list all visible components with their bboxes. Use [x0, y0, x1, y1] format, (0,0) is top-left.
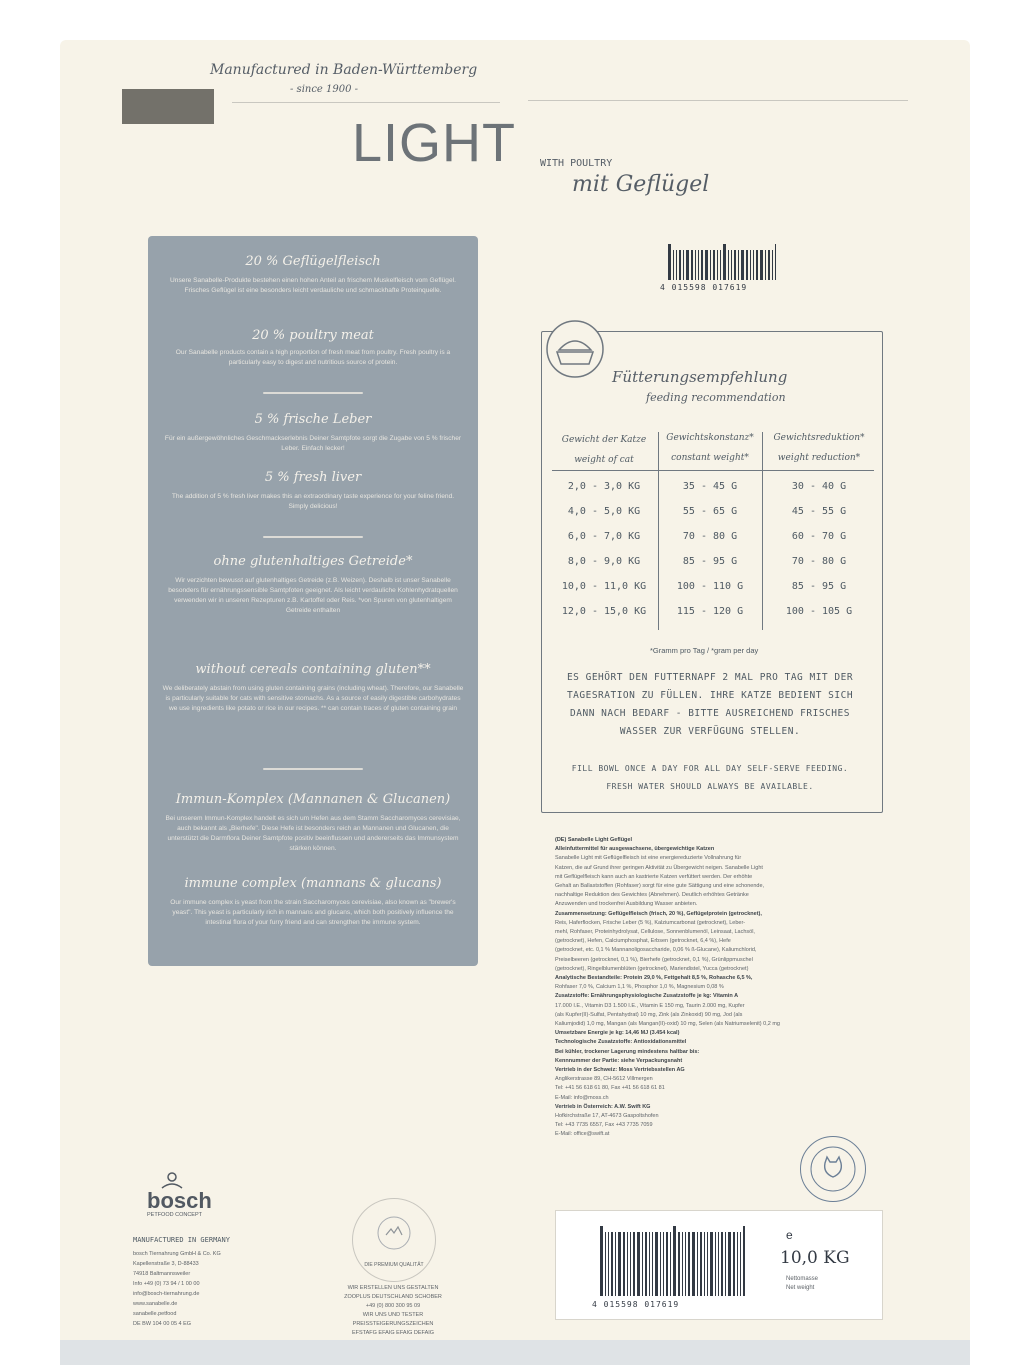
barcode-bar [768, 250, 770, 280]
section-heading: without cereals containing gluten** [195, 662, 431, 677]
table-cell: 85 - 95 G [682, 556, 738, 567]
table-cell: 85 - 95 G [791, 581, 847, 592]
section-text: Our Sanabelle products contain a high proportion of fresh meat from poultry. Fresh poultry is a particularly easy to digest and nutritious source of protein. [175, 349, 451, 366]
quality-stamp [800, 1136, 866, 1202]
feeding-footnote: *Gramm pro Tag / *gram per day [650, 646, 759, 655]
instruction-de: WASSER ZUR VERFÜGUNG STELLEN. [619, 726, 801, 737]
section-heading: 20 % Geflügelfleisch [245, 254, 381, 269]
composition-line: mehl, Rohfaser, Proteinhydrolysat, Cellulose, Sonnenblumenöl, Leinsaat, Lachsöl, [555, 929, 755, 935]
feeding-title-de: Fütterungsempfehlung [612, 368, 788, 386]
brand-address-line: Kapellenstraße 3, D-88433 [133, 1261, 199, 1267]
barcode-bar [649, 1232, 650, 1296]
barcode-bar [692, 1232, 695, 1296]
barcode-bar [746, 250, 748, 280]
composition-line: Bei kühler, trockener Lagerung mindestens haltbar bis: [555, 1048, 700, 1055]
barcode-bar [697, 1232, 698, 1296]
section-text: Für ein außergewöhnliches Geschmackserlebnis Deiner Samtpfote sorgt die Zugabe von 5 % frischer Leber. Einfach lecker! [164, 435, 462, 452]
composition-line: nachhaltige Reduktion des Gewichtes (Abnehmen). Deutlich erhöhtes Getränke [555, 892, 749, 899]
col-sub-constant: constant weight* [671, 453, 749, 463]
estimated-symbol: e [786, 1228, 793, 1242]
net-weight-label-en: Net weight [786, 1285, 815, 1291]
table-rule [552, 470, 874, 471]
composition-line: Hofkirchstraße 17, AT-4673 Gaspoltshofen [555, 1113, 659, 1119]
table-cell: 100 - 110 G [676, 581, 744, 592]
composition-line: Kennnummer der Partie: siehe Verpackungsnaht [555, 1057, 683, 1064]
barcode-bar [679, 250, 681, 280]
section-heading: ohne glutenhaltiges Getreide* [213, 554, 413, 569]
col-sub-reduction: weight reduction* [777, 453, 861, 463]
section-text: Unsere Sanabelle-Produkte bestehen einen hohen Anteil an frischem Muskelfleisch vom Geflügel. Frisches Geflügel ist eine besonders leicht verdauliche und schmackhafte Proteinquelle. [170, 277, 456, 294]
info-line: WIR UNS UND TESTER [362, 1312, 424, 1318]
barcode-bar [673, 1226, 676, 1296]
brand-address-line: 74918 Baltmannsweiler [133, 1271, 191, 1277]
brand-address-line: info@bosch-tiernahrung.de [133, 1291, 200, 1297]
composition-line: Anglikerstrasse 89, CH-5612 Villmergen [555, 1076, 653, 1083]
section-heading: immune complex (mannans & glucans) [184, 876, 442, 891]
barcode-bar [737, 1232, 738, 1296]
instruction-en: FRESH WATER SHOULD ALWAYS BE AVAILABLE. [606, 782, 814, 791]
composition-line: Rohfaser 7,0 %, Calcium 1,1 %, Phosphor 1,0 %, Magnesium 0,08 % [555, 984, 724, 991]
seal-icon [353, 1199, 435, 1281]
table-cell: 70 - 80 G [682, 531, 738, 542]
bottom-seam [60, 1340, 970, 1365]
info-line: EFSTAFG EFAIG EFAIG DEFAIG [351, 1330, 435, 1336]
barcode-bar [685, 1232, 686, 1296]
table-cell: 2,0 - 3,0 KG [567, 481, 641, 492]
barcode-bar [630, 1232, 631, 1296]
composition-line: Alleinfuttermittel für ausgewachsene, übergewichtige Katzen [555, 846, 715, 853]
table-cell: 60 - 70 G [791, 531, 847, 542]
brand-address-line: bosch Tiernahrung GmbH & Co. KG [133, 1251, 221, 1257]
table-cell: 35 - 45 G [682, 481, 738, 492]
composition-line: Zusatzstoffe: Ernährungsphysiologische Zusatzstoffe je kg: Vitamin A [555, 993, 739, 1000]
composition-line: Anzuwenden und trockenfrei Ausbildung Wasser anbieten. [555, 901, 698, 908]
col-head-weight: Gewicht der Katze [561, 435, 647, 445]
composition-line: Preiselbeeren (getrocknet, 0,1 %), Bierhefe (getrocknet, 0,1 %), Grünlippmuschel [555, 956, 753, 963]
barcode-bar [633, 1232, 635, 1296]
info-line: ZOOPLUS DEUTSCHLAND SCHOBER [344, 1294, 442, 1300]
barcode-bar [670, 1232, 671, 1296]
info-line: +49 (0) 800 300 95 09 [365, 1303, 421, 1309]
barcode-bar [700, 1232, 702, 1296]
section-heading: 20 % poultry meat [252, 328, 374, 343]
barcode-bar [740, 1232, 741, 1296]
manufactured-text: Manufactured in Baden-Württemberg [210, 62, 478, 78]
composition-line: Katzen, die auf Grund ihrer geringen Aktivität zu Übergewicht neigen. Sanabelle Light [555, 864, 763, 871]
composition-line: 17.000 I.E., Vitamin D3 1.500 I.E., Vitamin E 150 mg, Taurin 2.000 mg, Kupfer [555, 1002, 745, 1009]
benefits-panel [148, 236, 478, 966]
barcode-bar [733, 1232, 735, 1296]
composition-line: Gehalt an Ballaststoffen (Rohfaser) sorgt für eine gute Sättigung und eine schonende, [555, 883, 765, 889]
barcode-bar [682, 1232, 683, 1296]
section-heading: 5 % fresh liver [264, 470, 362, 485]
composition-line: (getrocknet, etc. 0,1 % Mannanoligosaccharide, 0,06 % ß-Glucane), Kaliumchlorid, [555, 947, 757, 954]
barcode-bar [600, 1226, 603, 1296]
barcode-bar [741, 250, 744, 280]
barcode-bar [721, 1232, 723, 1296]
barcode-bar [704, 1232, 705, 1296]
instruction-de: TAGESRATION ZU FÜLLEN. IHRE KATZE BEDIENT SICH [566, 690, 854, 701]
section-heading: Immun-Komplex (Mannanen & Glucanen) [175, 792, 451, 807]
instruction-de: ES GEHÖRT DEN FUTTERNAPF 2 MAL PRO TAG MIT DER [566, 672, 854, 683]
color-swatch [122, 89, 214, 124]
composition-line: (DE) Sanabelle Light Geflügel [555, 837, 633, 843]
barcode-bar [652, 1232, 653, 1296]
barcode-bar [728, 1232, 731, 1296]
with-poultry-de: mit Geflügel [572, 172, 710, 197]
composition-line: Tel: +43 7735 6557, Fax +43 7735 7059 [555, 1122, 653, 1129]
barcode-bar [691, 250, 693, 280]
barcode-bar [615, 1232, 616, 1296]
feeding-title-en: feeding recommendation [646, 391, 786, 404]
barcode-bar [710, 1232, 713, 1296]
barcode-bar [698, 250, 699, 280]
barcode-bar [627, 1232, 628, 1296]
info-line: WIR ERSTELLEN UNS GESTALTEN [347, 1285, 439, 1291]
barcode-bar [725, 1232, 726, 1296]
barcode-bar [673, 250, 674, 280]
composition-line: E-Mail: info@moss.ch [555, 1094, 609, 1101]
barcode-bar [713, 250, 715, 280]
barcode-top [668, 244, 776, 280]
section-text: Bei unserem Immun-Komplex handelt es sich um Hefen aus dem Stamm Saccharomyces cerevisiae, auch bekannt als „Bierhefe". Diese Hefe ist besonders reich an Mannanen und Glucanen, die unterstützt die Darmflora Deiner Samtpfote positiv beeinflussen und andererseits das Immunsystem stärken können. [165, 815, 461, 852]
composition-line: mit Geflügelfleisch kann auch an kastrierte Katzen verfüttert werden. Der erhöhte [555, 873, 753, 880]
table-cell: 8,0 - 9,0 KG [567, 556, 641, 567]
section-text: Wir verzichten bewusst auf glutenhaltiges Getreide (z.B. Weizen). Deshalb ist unser Sanabelle besonders für ernährungssensible Samtpfoten geeignet. Als leicht verdauliche Kohlenhydratquellen verwenden wir in unseren Rezepturen z.B. Kartoffel oder Reis. *von Spuren von glutenhaltigem Getreide enthalten [168, 577, 458, 614]
table-cell: 100 - 105 G [785, 606, 853, 617]
barcode-bar [678, 1232, 680, 1296]
net-weight-label-de: Nettomasse [786, 1276, 819, 1282]
cat-icon [801, 1137, 865, 1201]
table-cell: 70 - 80 G [791, 556, 847, 567]
barcode-bar [710, 250, 711, 280]
composition-line: Sanabelle Light mit Geflügelfleisch ist eine energiereduzierte Vollnahrung für [555, 855, 742, 862]
composition-line: Analytische Bestandteile: Protein 29,0 %, Fettgehalt 8,5 %, Rohasche 6,5 %, [555, 975, 753, 981]
brand-address-line: Info +49 (0) 73 94 / 1 00 00 [133, 1281, 200, 1287]
divider-right [528, 100, 908, 101]
barcode-bar [637, 1232, 640, 1296]
barcode-bar [701, 250, 703, 280]
wave-divider [263, 768, 363, 770]
barcode-bar [772, 250, 773, 280]
composition-line: Umsetzbare Energie je kg: 14,46 MJ (3.454 kcal) [555, 1030, 680, 1037]
barcode-bar [753, 250, 754, 280]
composition-line: Vertrieb in der Schweiz: Moss Vertriebsstellen AG [555, 1067, 685, 1073]
barcode-bar [775, 244, 776, 280]
barcode-bar [660, 1232, 661, 1296]
brand-address-line: DE BW 104 00 05 4 EG [133, 1321, 192, 1327]
product-title: LIGHT [352, 113, 517, 173]
barcode-bottom-number: 4 015598 017619 [592, 1300, 680, 1309]
barcode-bar [645, 1232, 647, 1296]
barcode-bar [668, 244, 671, 280]
section-text: We deliberately abstain from using gluten containing grains (including wheat). Therefore, our Sanabelle is particularly suitable for cats with sensitive stomachs. As a source of easily digestible carbohydrates we use ingredients like potato or rice in our recipes. ** can contain traces of gluten containing grain [162, 685, 464, 712]
col-sub-weight: weight of cat [574, 455, 634, 465]
barcode-bar [705, 250, 708, 280]
since-text: - since 1900 - [290, 84, 359, 95]
barcode-top-number: 4 015598 017619 [660, 283, 748, 292]
brand-address-line: sanabelle.petfood [133, 1311, 177, 1317]
table-cell: 6,0 - 7,0 KG [567, 531, 641, 542]
barcode-bar [731, 250, 732, 280]
quality-seal [352, 1198, 436, 1282]
barcode-bar [608, 1232, 609, 1296]
table-cell: 30 - 40 G [791, 481, 847, 492]
instruction-de: DANN NACH BEDARF - BITTE AUSREICHEND FRISCHES [570, 708, 850, 719]
barcode-bar [663, 1232, 664, 1296]
made-in-germany: MANUFACTURED IN GERMANY [133, 1236, 230, 1244]
composition-line: Tel: +41 56 618 61 80, Fax +41 56 618 61 81 [555, 1085, 665, 1092]
table-cell: 10,0 - 11,0 KG [561, 581, 647, 592]
barcode-bar [717, 250, 718, 280]
barcode-bar [605, 1232, 606, 1296]
barcode-bar [683, 250, 684, 280]
barcode-bar [686, 250, 689, 280]
composition-line: (getrocknet), Hefen, Calciumphosphat, Erbsen (getrocknet, 6,4 %), Hefe [555, 938, 731, 945]
col-head-constant: Gewichtskonstanz* [666, 433, 754, 443]
composition-line: Reis, Haferflocken, Frische Leber (5 %), Kalziumcarbonat (getrocknet), Leber- [555, 919, 746, 926]
barcode-bottom [600, 1222, 745, 1296]
barcode-bar [715, 1232, 716, 1296]
section-text: Our immune complex is yeast from the strain Saccharomyces cerevisiae, also known as "brewer's yeast". This yeast is particularly rich in mannans and glucans, which both positively influence the intestinal flora of your furry friend and can strengthen the immune system. [170, 899, 456, 926]
barcode-bar [695, 250, 696, 280]
barcode-bar [618, 1232, 621, 1296]
barcode-bar [760, 250, 763, 280]
instruction-en: FILL BOWL ONCE A DAY FOR ALL DAY SELF-SERVE FEEDING. [571, 764, 849, 773]
brand-name: bosch [147, 1188, 212, 1213]
composition-line: Kaliumjodid) 1,0 mg, Mangan (als Mangan(II)-oxid) 10 mg, Selen (als Natriumselenit) 0,2 mg [555, 1021, 780, 1027]
net-weight: 10,0 KG [780, 1248, 850, 1268]
barcode-bar [743, 1226, 745, 1296]
barcode-bar [666, 1232, 668, 1296]
composition-line: Technologische Zusatzstoffe: Antioxidationsmittel [555, 1039, 687, 1046]
with-poultry-en: WITH POULTRY [540, 158, 613, 169]
table-cell: 4,0 - 5,0 KG [567, 506, 641, 517]
barcode-bar [642, 1232, 643, 1296]
composition-line: E-Mail: office@swift.at [555, 1131, 610, 1138]
composition-line: (als Kupfer(II)-Sulfat, Pentahydrat) 10 mg, Zink (als Zinkoxid) 90 mg, Jod (als [555, 1011, 743, 1018]
composition-line: Vertrieb in Österreich: A.W. Swift KG [555, 1103, 651, 1110]
table-cell: 55 - 65 G [682, 506, 738, 517]
barcode-bar [655, 1232, 658, 1296]
barcode-bar [718, 1232, 719, 1296]
section-text: The addition of 5 % fresh liver makes this an extraordinary taste experience for your feline friend. Simply delicious! [171, 493, 455, 510]
wave-divider [263, 536, 363, 538]
barcode-bar [738, 250, 739, 280]
composition-line: (getrocknet), Ringelblumenblüten (getrocknet), Mariendistel, Yucca (getrocknet) [555, 965, 749, 972]
section-heading: 5 % frische Leber [254, 412, 372, 427]
table-cell: 45 - 55 G [791, 506, 847, 517]
wave-divider [263, 392, 363, 394]
barcode-bar [676, 250, 677, 280]
barcode-bar [750, 250, 751, 280]
barcode-bar [688, 1232, 690, 1296]
food-bowl-icon [545, 318, 605, 380]
barcode-bar [623, 1232, 625, 1296]
col-head-reduction: Gewichtsreduktion* [773, 433, 865, 443]
divider-left [232, 102, 500, 103]
barcode-bar [734, 250, 736, 280]
brand-address-line: www.sanabelle.de [133, 1301, 178, 1307]
barcode-bar [756, 250, 758, 280]
barcode-bar [707, 1232, 708, 1296]
info-line: PREISSTEIGERUNGSZEICHEN [352, 1321, 434, 1327]
barcode-bar [728, 250, 729, 280]
barcode-bar [720, 250, 721, 280]
seal-text: DIE PREMIUM QUALITÄT [364, 1262, 424, 1268]
brand-tagline: PETFOOD CONCEPT [147, 1212, 203, 1218]
table-cell: 115 - 120 G [676, 606, 744, 617]
barcode-bar [765, 250, 766, 280]
composition-line: Zusammensetzung: Geflügelfleisch (frisch, 20 %), Geflügelprotein (getrocknet), [555, 910, 762, 917]
barcode-bar [723, 244, 726, 280]
table-cell: 12,0 - 15,0 KG [561, 606, 647, 617]
barcode-bar [611, 1232, 613, 1296]
